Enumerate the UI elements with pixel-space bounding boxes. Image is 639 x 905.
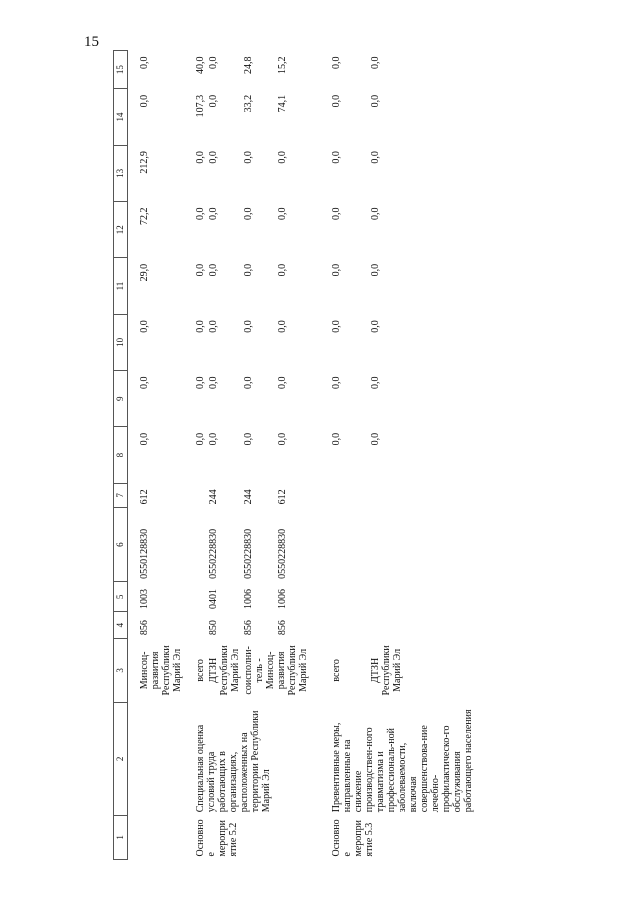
value-cell: 0,0 — [208, 432, 219, 446]
vr-cell — [369, 483, 475, 507]
value-cell: 0,0 — [243, 320, 254, 333]
col-header-8: 8 — [114, 427, 128, 483]
page-number: 15 — [84, 34, 99, 50]
vr-cell: 612 — [277, 489, 288, 505]
value-cell: 0,0 — [370, 432, 382, 446]
grbs-cell: 856 — [139, 620, 150, 636]
measure-cell — [138, 815, 184, 859]
value-cell: 74,1 — [277, 94, 288, 113]
value-cell: 0,0 — [370, 151, 382, 164]
value-cell: 0,0 — [277, 320, 288, 333]
value-cell: 24,8 — [243, 56, 254, 74]
col-header-11: 11 — [114, 258, 128, 314]
csr-cell: 0550228830 — [277, 528, 288, 579]
rzpr-cell: 1006 — [277, 589, 288, 609]
value-cell: 0,0 — [243, 263, 254, 277]
value-cell: 0,0 — [195, 376, 206, 390]
col-header-7: 7 — [114, 483, 128, 507]
value-cell: 0,0 — [370, 94, 382, 108]
grbs-cell — [369, 612, 475, 638]
col-header-13: 13 — [114, 145, 128, 201]
value-cell: 0,0 — [277, 376, 288, 390]
executor-cell: всего — [195, 659, 206, 682]
col-header-12: 12 — [114, 202, 128, 258]
col-header-5: 5 — [114, 582, 128, 612]
csr-cell — [369, 507, 475, 581]
rzpr-cell — [194, 582, 207, 612]
grbs-cell: 856 — [243, 620, 254, 636]
csr-cell: 0550128830 — [139, 528, 150, 579]
value-cell: 0,0 — [208, 376, 219, 390]
grbs-cell: 856 — [277, 620, 288, 636]
rzpr-cell: 1003 — [139, 589, 150, 609]
description-cell: Превентивные меры, направленные на снижение производствен-ного травматизма и профессиональ-ной заболеваемости, включая совершенствова-ние лечебно-профилактическо-го обслуживания работающего населения — [331, 709, 474, 813]
value-cell: 0,0 — [331, 263, 342, 277]
value-cell: 0,0 — [370, 56, 382, 69]
csr-cell — [194, 507, 207, 581]
description-cell — [138, 703, 184, 816]
value-cell: 0,0 — [331, 56, 342, 69]
column-number-row — [114, 51, 128, 860]
value-cell: 0,0 — [243, 151, 254, 164]
value-cell: 72,2 — [139, 207, 150, 226]
value-cell: 0,0 — [208, 263, 219, 277]
value-cell: 0,0 — [195, 320, 206, 333]
rzpr-cell: 1006 — [243, 589, 254, 609]
value-cell: 0,0 — [195, 151, 206, 164]
col-header-1: 1 — [114, 815, 128, 859]
value-cell: 0,0 — [331, 376, 342, 390]
grbs-cell — [194, 612, 207, 638]
value-cell: 0,0 — [208, 56, 219, 69]
value-cell: 15,2 — [277, 56, 288, 74]
value-cell: 0,0 — [195, 207, 206, 221]
grbs-cell — [330, 612, 369, 638]
csr-cell: 0550228830 — [208, 528, 219, 579]
value-cell: 0,0 — [208, 151, 219, 164]
value-cell: 0,0 — [195, 263, 206, 277]
value-cell: 0,0 — [331, 151, 342, 164]
table-row — [194, 51, 207, 860]
value-cell: 0,0 — [331, 207, 342, 221]
executor-cell: всего — [331, 659, 342, 682]
grbs-cell: 850 — [208, 620, 219, 636]
value-cell: 107,3 — [195, 94, 206, 118]
value-cell: 0,0 — [370, 376, 382, 390]
value-cell: 0,0 — [331, 94, 342, 108]
vr-cell: 612 — [139, 489, 150, 505]
rzpr-cell — [369, 582, 475, 612]
value-cell: 0,0 — [243, 432, 254, 446]
value-cell: 0,0 — [277, 263, 288, 277]
value-cell: 33,2 — [243, 94, 254, 113]
value-cell: 0,0 — [208, 94, 219, 108]
value-cell: 0,0 — [331, 320, 342, 333]
measure-cell: Основное мероприятие 5.3 — [331, 819, 375, 857]
col-header-3: 3 — [114, 638, 128, 702]
measure-cell: Основное мероприятие 5.2 — [195, 819, 239, 857]
vr-cell — [194, 483, 207, 507]
rotated-table-container — [113, 50, 633, 860]
vr-cell: 244 — [208, 489, 219, 505]
executor-cell: соисполни-тель - Минсоц-развития Республики Марий Эл — [243, 645, 309, 696]
value-cell: 0,0 — [243, 376, 254, 390]
col-header-6: 6 — [114, 507, 128, 581]
budget-table — [113, 50, 475, 860]
value-cell: 212,9 — [139, 151, 150, 174]
col-header-9: 9 — [114, 371, 128, 427]
value-cell: 40,0 — [195, 56, 206, 74]
value-cell: 0,0 — [139, 432, 150, 446]
value-cell: 0,0 — [139, 376, 150, 390]
rzpr-cell — [330, 582, 369, 612]
value-cell: 0,0 — [208, 320, 219, 333]
value-cell: 0,0 — [370, 207, 382, 221]
value-cell: 0,0 — [370, 263, 382, 277]
value-cell: 0,0 — [139, 94, 150, 108]
value-cell: 29,0 — [139, 263, 150, 282]
executor-cell: Минсоц-развития Республики Марий Эл — [139, 645, 183, 696]
value-cell: 0,0 — [139, 56, 150, 69]
col-header-4: 4 — [114, 612, 128, 638]
description-cell: Специальная оценка условий труда работающих в организациях, расположенных на территории Республики Марий Эл — [195, 710, 272, 813]
col-header-15: 15 — [114, 51, 128, 89]
executor-cell: ДТЗН Республики Марий Эл — [208, 645, 241, 696]
value-cell: 0,0 — [277, 432, 288, 446]
col-header-14: 14 — [114, 89, 128, 145]
value-cell: 0,0 — [243, 207, 254, 221]
table-row — [138, 51, 184, 860]
csr-cell — [330, 507, 369, 581]
table-row — [330, 51, 369, 860]
rzpr-cell: 0401 — [208, 589, 219, 609]
csr-cell: 0550228830 — [243, 528, 254, 579]
executor-cell: ДТЗН Республики Марий Эл — [370, 645, 404, 696]
value-cell: 0,0 — [139, 320, 150, 333]
value-cell: 0,0 — [331, 432, 342, 446]
col-header-2: 2 — [114, 703, 128, 816]
value-cell: 0,0 — [208, 207, 219, 221]
col-header-10: 10 — [114, 314, 128, 370]
vr-cell: 244 — [243, 489, 254, 505]
value-cell: 0,0 — [370, 320, 382, 333]
value-cell: 0,0 — [195, 432, 206, 446]
value-cell: 0,0 — [277, 207, 288, 221]
vr-cell — [330, 483, 369, 507]
value-cell: 0,0 — [277, 151, 288, 164]
